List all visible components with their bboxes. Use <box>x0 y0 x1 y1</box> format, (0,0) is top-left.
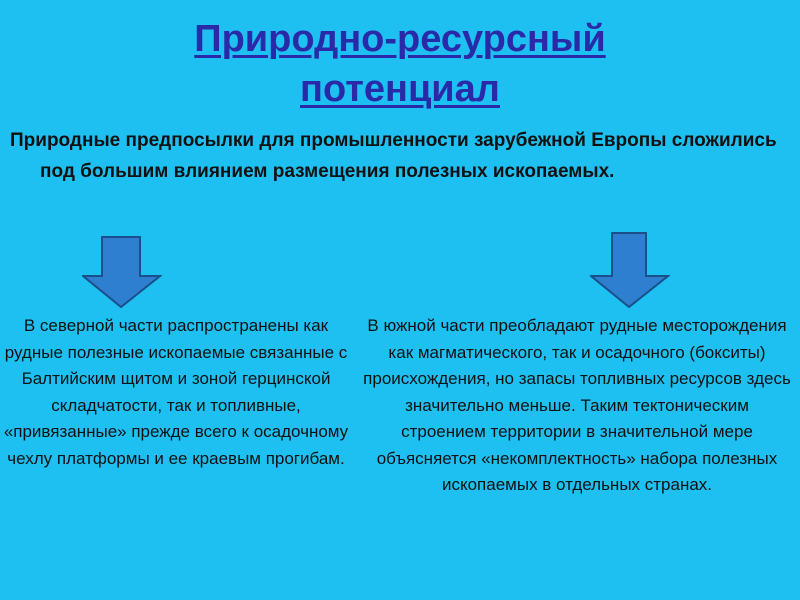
down-arrow-icon <box>82 236 162 308</box>
southern-part-text: В южной части преобладают рудные месторождения как магматического, так и осадочного (бокситы) происхождения, но запасы топливных ресурсов здесь значительно меньше. Таким тектоническим строением территории в значительной мере объясняется «некомплектность» набора полезных ископаемых в отдельных странах. <box>363 316 791 494</box>
page-title <box>0 14 800 114</box>
page-title-line-1: Природно-ресурсный <box>194 18 606 60</box>
down-arrow-icon <box>590 232 670 308</box>
intro-paragraph: Природные предпосылки для промышленности зарубежной Европы сложились под большим влиянием размещения полезных ископаемых. <box>10 130 777 182</box>
northern-part-text: В северной части распространены как рудные полезные ископаемые связанные с Балтийским щитом и зоной герцинской складчатости, так и топливные, «привязанные» прежде всего к осадочному чехлу платформы и ее краевым прогибам. <box>3 316 349 468</box>
page-title-line-2: потенциал <box>300 68 500 110</box>
